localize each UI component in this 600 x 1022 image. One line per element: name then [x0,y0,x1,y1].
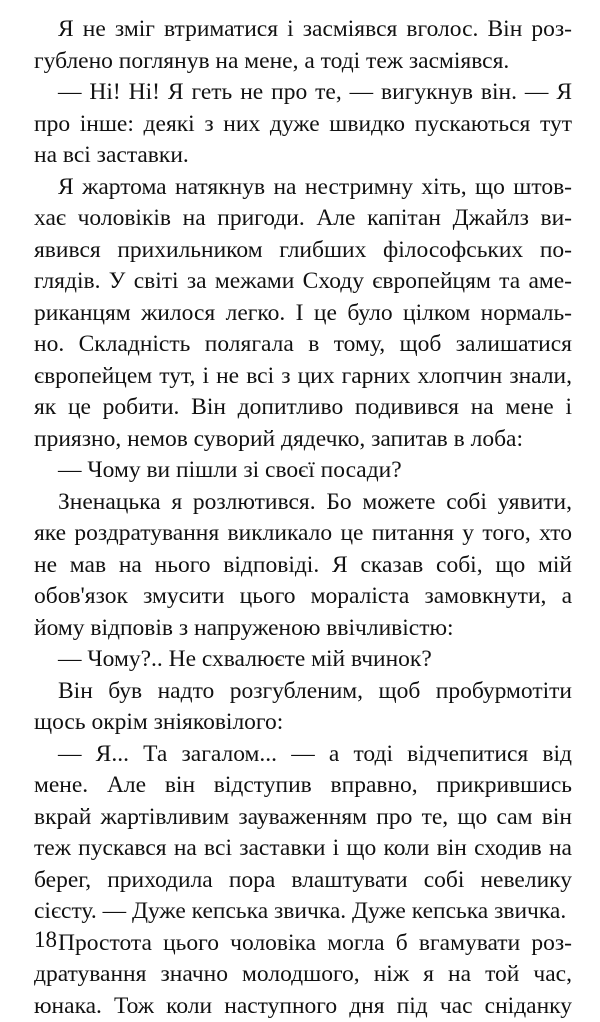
text-line: — Я... Та загалом... — а тоді відчепитися від [34,739,572,771]
text-line: сієсту. — Дуже кепська звичка. Дуже кепська звичка. [34,896,572,928]
text-line: про інше: деякі з них дуже швидко пускаються тут [34,109,572,141]
text-line: но. Складність полягала в тому, щоб залишатися [34,329,572,361]
text-line: на всі заставки. [34,140,572,172]
text-line: європейцем тут, і не всі з цих гарних хлопчин знали, [34,361,572,393]
text-line: берег, приходила пора влаштувати собі невелику [34,865,572,897]
text-line: Я не зміг втриматися і засміявся вголос. Він роз- [34,14,572,46]
text-line: Він був надто розгубленим, щоб пробурмотіти [34,676,572,708]
text-line: — Чому?.. Не схвалюєте мій вчинок? [34,644,572,676]
book-page-text [34,14,572,1022]
text-line: приязно, немов суворий дядечко, запитав в лоба: [34,424,572,456]
text-line: вкрай жартівливим зауваженням про те, що сам він [34,802,572,834]
text-line: яке роздратування викликало це питання у того, хто [34,518,572,550]
text-line: глядів. У світі за межами Сходу європейцям та аме- [34,266,572,298]
text-line: явився прихильником глибших філософських по- [34,235,572,267]
text-line: Простота цього чоловіка могла б вгамувати роз- [34,928,572,960]
text-line: — Ні! Ні! Я геть не про те, — вигукнув він. — Я [34,77,572,109]
text-line: теж пускався на всі заставки і що коли він сходив на [34,833,572,865]
text-line: йому відповів з напруженою ввічливістю: [34,613,572,645]
text-line: Я жартома натякнув на нестримну хіть, що штов- [34,172,572,204]
text-line: обов'язок змусити цього мораліста замовкнути, а [34,581,572,613]
text-line: Зненацька я розлютився. Бо можете собі уявити, [34,487,572,519]
text-line: хає чоловіків на пригоди. Але капітан Джайлз ви- [34,203,572,235]
text-line: щось окрім зніяковілого: [34,707,572,739]
text-line: не мав на нього відповіді. Я сказав собі, що мій [34,550,572,582]
text-line: юнака. Тож коли наступного дня під час сніданку [34,991,572,1022]
text-line: мене. Але він відступив вправно, прикрившись [34,770,572,802]
text-line: дратування значно молодшого, ніж я на той час, [34,959,572,991]
text-line: як це робити. Він допитливо подивився на мене і [34,392,572,424]
text-line: риканцям жилося легко. І це було цілком нормаль- [34,298,572,330]
text-line: — Чому ви пішли зі своєї посади? [34,455,572,487]
page-number: 18 [34,926,57,954]
text-line: гублено поглянув на мене, а тоді теж засміявся. [34,46,572,78]
